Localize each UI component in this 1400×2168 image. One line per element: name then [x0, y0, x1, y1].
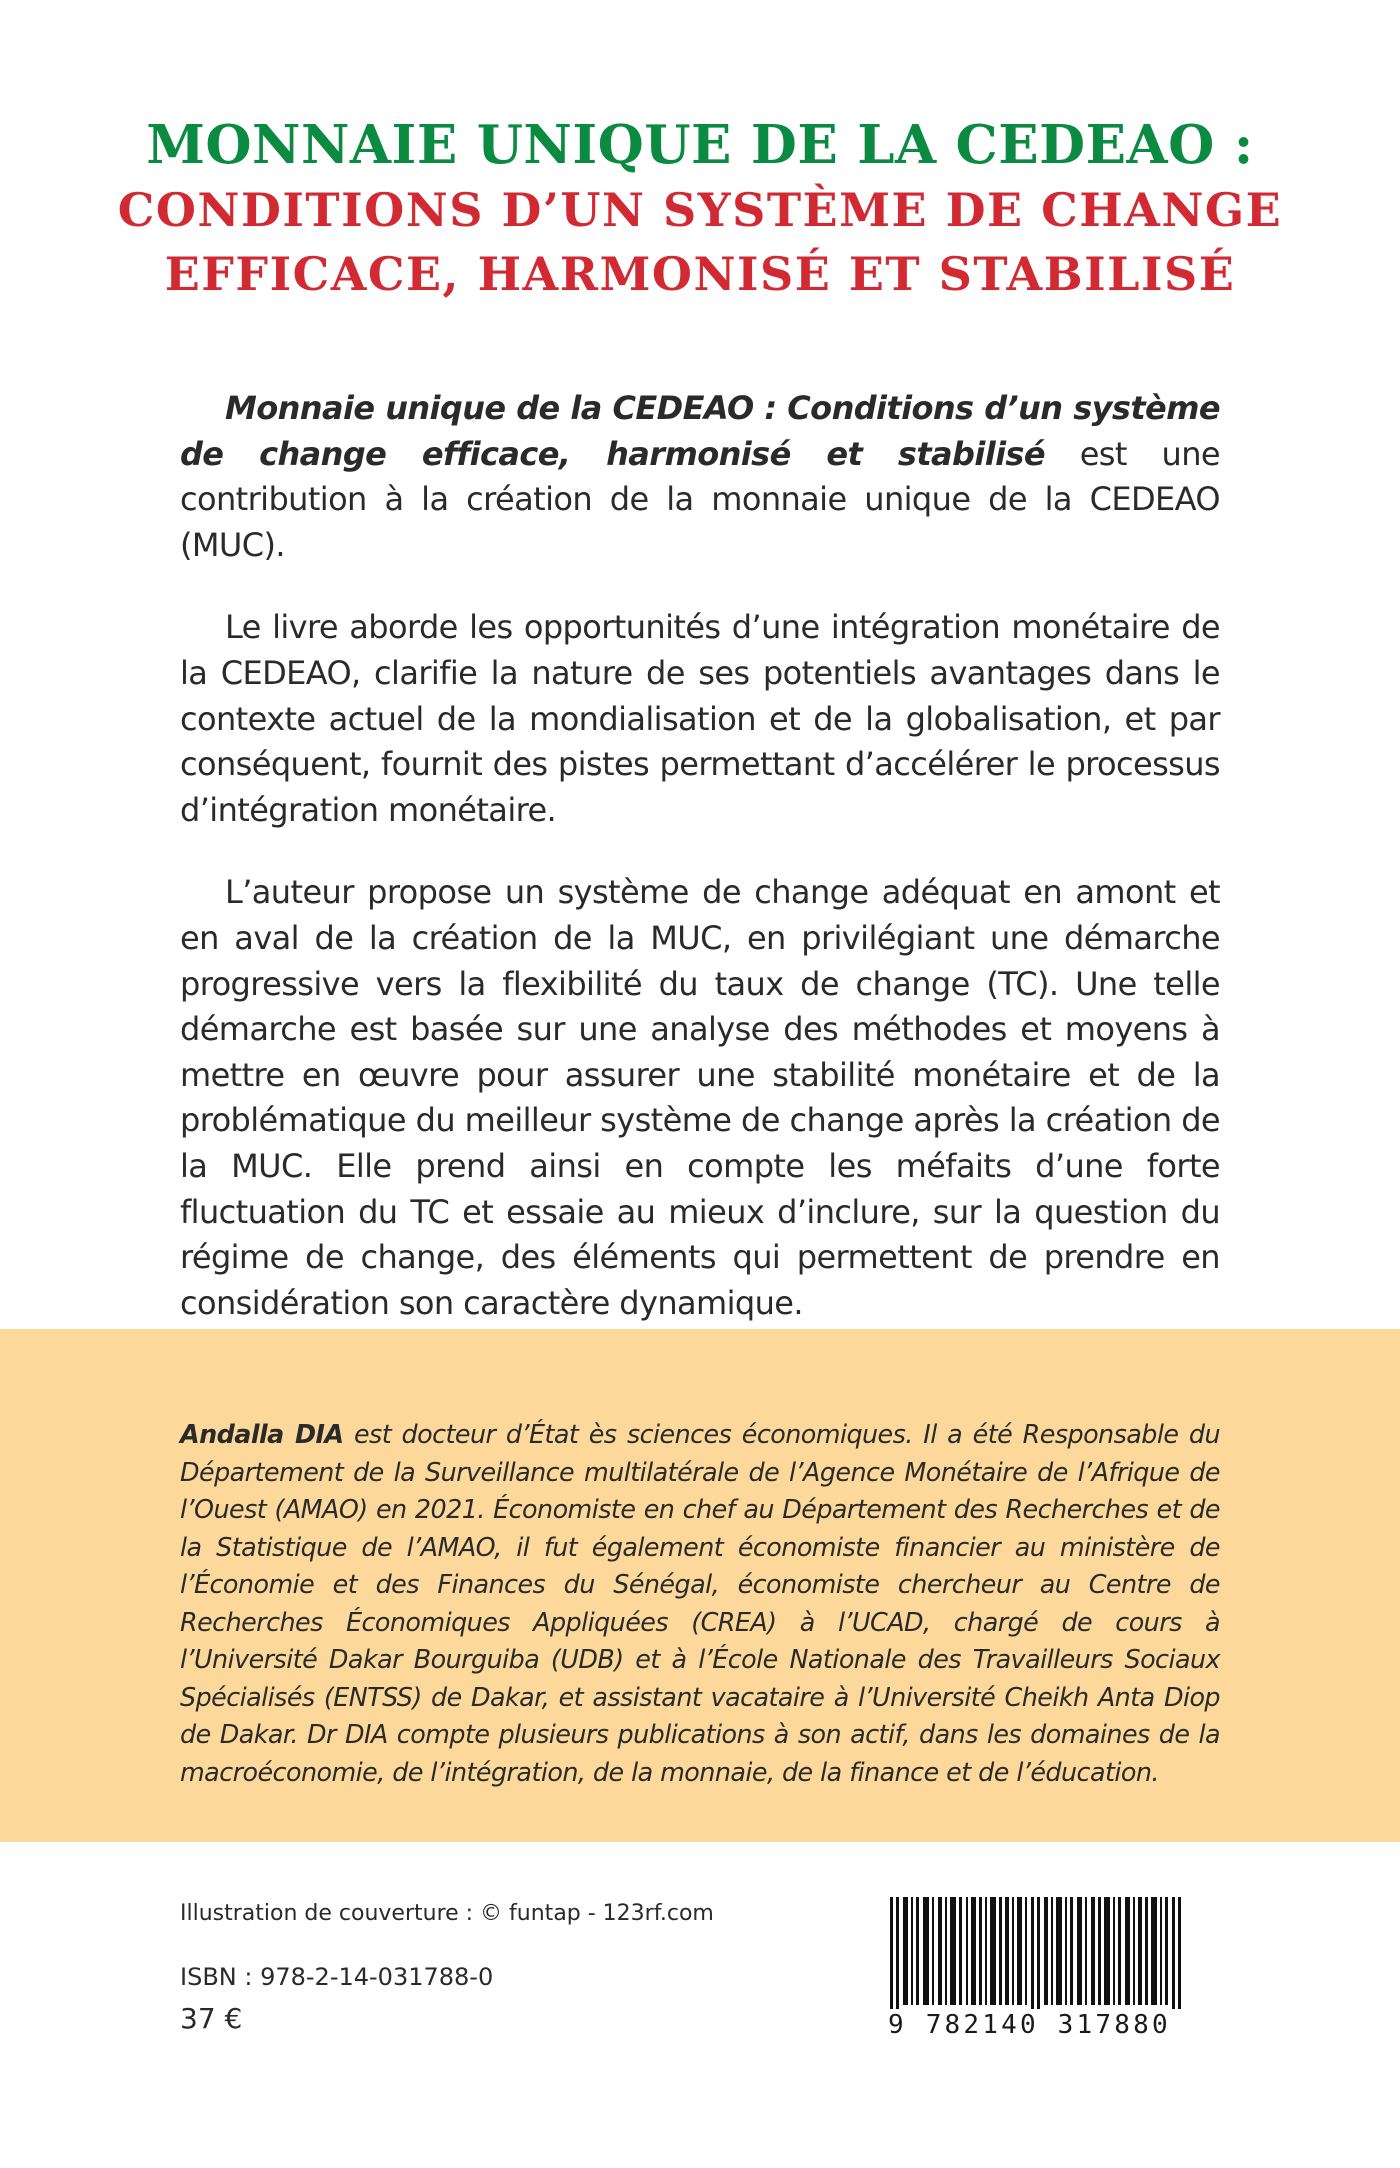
title-main: MONNAIE UNIQUE DE LA CEDEAO :: [146, 114, 1254, 176]
summary-text: [180, 386, 1220, 1363]
title-subtitle-line2: EFFICACE, HARMONISÉ ET STABILISÉ: [164, 247, 1236, 301]
summary-paragraph-1: [180, 386, 1220, 568]
author-name: Andalla DIA: [180, 1419, 344, 1449]
author-band: [0, 1329, 1400, 1842]
cover-illustration-credit: Illustration de couverture : © funtap - 123rf.com: [180, 1901, 714, 1926]
book-title-inline: Monnaie unique de la CEDEAO : Conditions d’un système de change efficace, harmonisé et stabilisé: [180, 389, 1220, 473]
barcode-bars: [878, 1897, 1198, 2015]
author-bio-text: est docteur d’État ès sciences économiques. Il a été Responsable du Département de la Surveillance multilatérale de l’Agence Monétaire de l’Afrique de l’Ouest (AMAO) en 2021. Économiste en chef au Département des Recherches et de la Statistique de l’AMAO, il fut également économiste financier au ministère de l’Économie et des Finances du Sénégal, économiste chercheur au Centre de Recherches Économiques Appliquées (CREA) à l’UCAD, chargé de cours à l’Université Dakar Bourguiba (UDB) et à l’École Nationale des Travailleurs Sociaux Spécialisés (ENTSS) de Dakar, et assistant vacataire à l’Université Cheikh Anta Diop de Dakar. Dr DIA compte plusieurs publications à son actif, dans les domaines de la macroéconomie, de l’intégration, de la monnaie, de la finance et de l’éducation.: [180, 1419, 1220, 1787]
summary-paragraph-2: Le livre aborde les opportunités d’une intégration monétaire de la CEDEAO, clarifie la nature de ses potentiels avantages dans le contexte actuel de la mondialisation et de la globalisation, et par conséquent, fournit des pistes permettant d’accélérer le processus d’intégration monétaire.: [180, 608, 1220, 829]
isbn: ISBN : 978-2-14-031788-0: [180, 1963, 494, 1991]
summary-paragraph-1-rest: est une contribution à la création de la monnaie unique de la CEDEAO (MUC).: [180, 434, 1220, 564]
title-block: [80, 112, 1320, 306]
author-bio: [180, 1416, 1220, 1791]
price: 37 €: [180, 2002, 243, 2035]
summary-paragraph-3: L’auteur propose un système de change adéquat en amont et en aval de la création de la MUC, en privilégiant une démarche progressive vers la flexibilité du taux de change (TC). Une telle démarche est basée sur une analyse des méthodes et moyens à mettre en œuvre pour assurer une stabilité monétaire et de la problématique du meilleur système de change après la création de la MUC. Elle prend ainsi en compte les méfaits d’une forte fluctuation du TC et essaie au mieux d’inclure, sur la question du régime de change, des éléments qui permettent de prendre en considération son caractère dynamique.: [180, 873, 1220, 1322]
barcode-digits: 9 782140 317880: [878, 2009, 1198, 2041]
title-subtitle-line1: CONDITIONS D’UN SYSTÈME DE CHANGE: [117, 183, 1283, 237]
barcode: [878, 1897, 1198, 2047]
